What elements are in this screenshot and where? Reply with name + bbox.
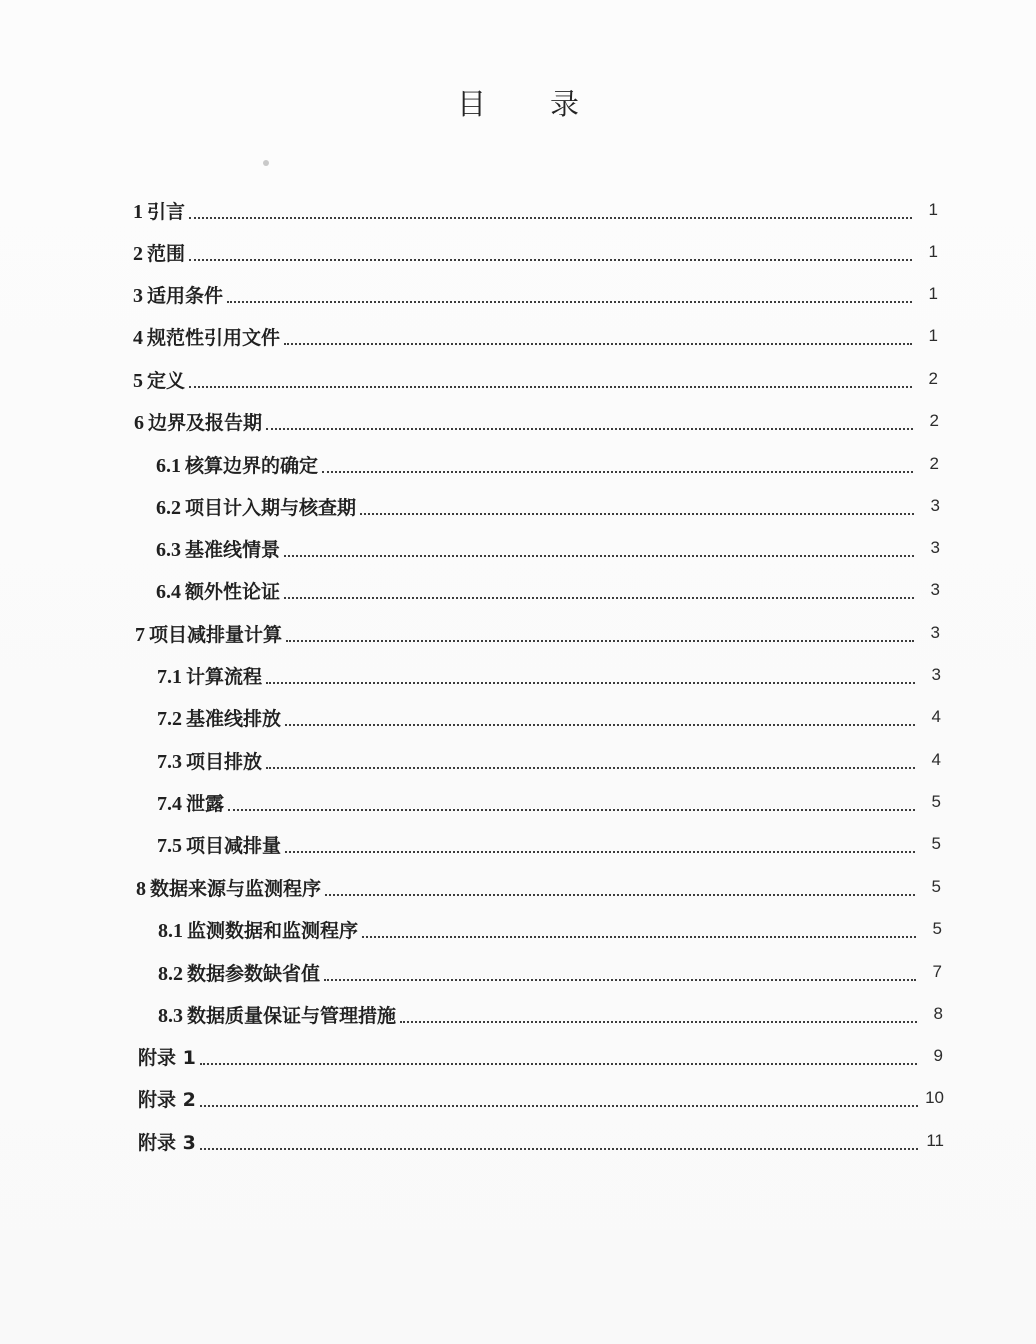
toc-entry-number: 8.2 (158, 963, 183, 985)
toc-entry-label (156, 535, 280, 564)
title-char-2: 录 (550, 87, 580, 121)
toc-entry-label (138, 1085, 196, 1114)
toc-leader-dots (266, 682, 915, 684)
toc-page-number: 2 (928, 369, 938, 388)
toc-entry-text: 数据质量保证与管理措施 (187, 1005, 397, 1027)
toc-entry[interactable] (133, 367, 938, 395)
toc-entry-label (133, 366, 185, 395)
toc-leader-dots (228, 809, 915, 811)
toc-leader-dots (200, 1063, 917, 1065)
toc-page-number: 9 (933, 1046, 943, 1065)
toc-entry[interactable] (138, 1044, 943, 1072)
toc-entry[interactable] (138, 1086, 944, 1114)
toc-entry-number: 2 (133, 243, 143, 265)
toc-entry[interactable] (136, 875, 941, 903)
toc-entry-number: 8.3 (158, 1005, 183, 1027)
toc-entry-label (157, 831, 281, 860)
toc-entry-label (138, 1128, 196, 1157)
toc-page-number: 3 (930, 623, 940, 642)
toc-entry[interactable] (158, 1002, 943, 1030)
toc-leader-dots (285, 851, 915, 853)
toc-entry[interactable] (133, 282, 938, 310)
toc-page-number: 2 (929, 411, 939, 430)
toc-leader-dots (362, 936, 916, 938)
toc-entry-number: 3 (133, 285, 143, 307)
toc-entry[interactable] (157, 832, 941, 860)
toc-entry[interactable] (157, 790, 941, 818)
toc-entry-label (133, 323, 280, 352)
toc-entry-text: 附录 3 (138, 1132, 196, 1154)
toc-entry-text: 附录 2 (138, 1089, 196, 1111)
toc-leader-dots (284, 343, 912, 345)
toc-page-number: 1 (928, 200, 938, 219)
toc-entry-text: 基准线排放 (186, 708, 282, 730)
toc-entry-number: 6.1 (156, 455, 181, 477)
toc-entry[interactable] (156, 578, 940, 606)
toc-entry-text: 适用条件 (147, 285, 224, 307)
toc-entry-label (134, 408, 262, 437)
toc-page-number: 2 (929, 454, 939, 473)
toc-leader-dots (200, 1148, 918, 1150)
toc-leader-dots (227, 301, 912, 303)
toc-leader-dots (360, 513, 914, 515)
toc-entry[interactable] (157, 663, 941, 691)
toc-leader-dots (324, 979, 916, 981)
toc-entry-number: 5 (133, 370, 143, 392)
toc-leader-dots (322, 471, 913, 473)
toc-entry-text: 泄露 (186, 793, 225, 815)
toc-entry-text: 范围 (147, 243, 186, 265)
toc-entry-text: 定义 (147, 370, 186, 392)
toc-entry-label (136, 874, 321, 903)
title-char-1: 目 (456, 87, 486, 121)
toc-entry[interactable] (157, 705, 941, 733)
toc-entry-label (133, 197, 185, 226)
toc-entry[interactable] (133, 240, 938, 268)
toc-entry[interactable] (157, 748, 941, 776)
toc-leader-dots (200, 1105, 918, 1107)
toc-entry[interactable] (156, 494, 940, 522)
toc-page-number: 3 (930, 580, 940, 599)
toc-entry-label (138, 1043, 196, 1072)
toc-leader-dots (189, 259, 912, 261)
toc-entry[interactable] (134, 409, 939, 437)
toc-page-number: 3 (931, 665, 941, 684)
toc-page-number: 3 (930, 496, 940, 515)
toc-leader-dots (285, 724, 915, 726)
toc-leader-dots (189, 386, 912, 388)
toc-entry-number: 6.4 (156, 581, 181, 603)
toc-leader-dots (286, 640, 914, 642)
toc-entry-label (157, 662, 262, 691)
toc-page-number: 5 (931, 792, 941, 811)
toc-page-number: 5 (931, 834, 941, 853)
toc-entry-label (135, 620, 282, 649)
toc-page-number: 1 (928, 242, 938, 261)
toc-entry-text: 计算流程 (186, 666, 263, 688)
toc-entry-text: 边界及报告期 (148, 412, 263, 434)
toc-entry-number: 7.4 (157, 793, 182, 815)
toc-entry-text: 引言 (147, 201, 186, 223)
toc-page-number: 5 (932, 919, 942, 938)
toc-entry-number: 4 (133, 327, 143, 349)
toc-entry-text: 附录 1 (138, 1047, 196, 1069)
toc-entry-number: 7.3 (157, 751, 182, 773)
toc-entry-text: 数据来源与监测程序 (150, 878, 322, 900)
toc-entry-text: 项目计入期与核查期 (185, 497, 357, 519)
toc-entry-number: 6.2 (156, 497, 181, 519)
toc-entry-number: 7.1 (157, 666, 182, 688)
toc-page-number: 1 (928, 284, 938, 303)
toc-page-number: 10 (925, 1088, 944, 1107)
toc-entry-number: 6 (134, 412, 144, 434)
toc-entry[interactable] (156, 536, 940, 564)
toc-entry[interactable] (133, 324, 938, 352)
toc-leader-dots (400, 1021, 917, 1023)
toc-entry[interactable] (158, 960, 942, 988)
toc-entry-label (158, 1001, 396, 1030)
toc-entry-label (156, 451, 318, 480)
toc-leader-dots (189, 217, 912, 219)
toc-entry-text: 数据参数缺省值 (187, 963, 321, 985)
toc-entry[interactable] (156, 452, 939, 480)
toc-entry-number: 1 (133, 201, 143, 223)
toc-entry-label (158, 959, 320, 988)
toc-entry-text: 项目减排量计算 (149, 624, 283, 646)
toc-entry-text: 规范性引用文件 (147, 327, 281, 349)
toc-page-number: 8 (933, 1004, 943, 1023)
toc-entry-number: 8 (136, 878, 146, 900)
toc-entry[interactable] (133, 198, 938, 226)
toc-page-number: 7 (932, 962, 942, 981)
toc-entry-label (157, 704, 281, 733)
toc-leader-dots (266, 767, 915, 769)
toc-page-number: 11 (926, 1131, 944, 1150)
toc-page-number: 3 (930, 538, 940, 557)
toc-entry[interactable] (138, 1129, 944, 1157)
toc-entry-text: 核算边界的确定 (185, 455, 319, 477)
toc-leader-dots (266, 428, 913, 430)
toc-leader-dots (325, 894, 915, 896)
toc-page-number: 1 (928, 326, 938, 345)
toc-entry-label (156, 577, 280, 606)
toc-entry-label (157, 789, 224, 818)
toc-entry[interactable] (135, 621, 940, 649)
toc-entry-number: 8.1 (158, 920, 183, 942)
toc-entry-label (158, 916, 358, 945)
toc-entry-label (133, 239, 185, 268)
toc-entry-number: 6.3 (156, 539, 181, 561)
toc-page-number: 4 (931, 750, 941, 769)
toc-entry-number: 7.2 (157, 708, 182, 730)
toc-entry-text: 监测数据和监测程序 (187, 920, 359, 942)
toc-page-number: 4 (931, 707, 941, 726)
toc-entry-text: 项目排放 (186, 751, 263, 773)
toc-entry-number: 7 (135, 624, 145, 646)
toc-entry-text: 基准线情景 (185, 539, 281, 561)
toc-entry-label (157, 747, 262, 776)
toc-leader-dots (284, 555, 914, 557)
toc-page-number: 5 (931, 877, 941, 896)
toc-entry-label (156, 493, 356, 522)
toc-entry-number: 7.5 (157, 835, 182, 857)
toc-entry-label (133, 281, 223, 310)
toc-entry-text: 额外性论证 (185, 581, 281, 603)
toc-leader-dots (284, 597, 914, 599)
toc-entry-text: 项目减排量 (186, 835, 282, 857)
toc-entry[interactable] (158, 917, 942, 945)
